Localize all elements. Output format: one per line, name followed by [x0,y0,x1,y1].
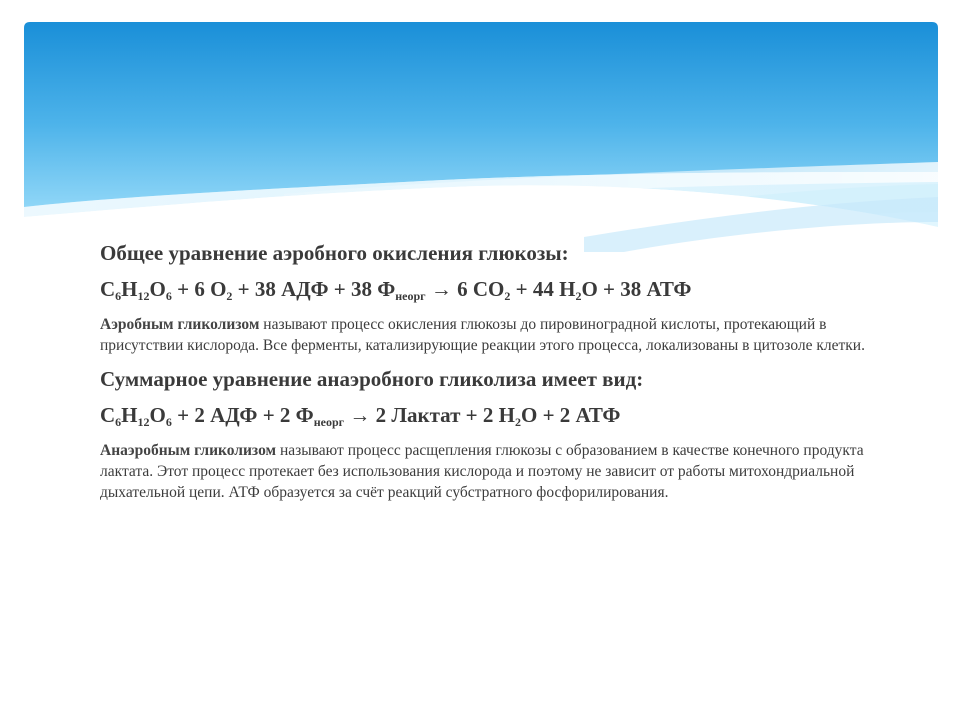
header-wave-banner [24,22,938,252]
aerobic-equation: $C_6H_{12}O_6 + 6$ $O_2 + 38$ АДФ + 38 $Ф_{неорг} \to 6$ $CO_2 + 44$ $H_2O + 38$ АТФ [100,277,692,303]
anaerobic-definition [100,440,870,503]
anaerobic-term: Анаэробным гликолизом [100,442,277,459]
aerobic-heading: Общее уравнение аэробного окисления глюкозы: [100,241,569,265]
aerobic-term: Аэробным гликолизом [100,316,260,333]
anaerobic-heading: Суммарное уравнение анаэробного гликолиза имеет вид: [100,367,644,391]
slide-content [100,240,870,513]
aerobic-definition [100,314,870,356]
anaerobic-definition-text: называют процесс расщепления глюкозы с образованием в качестве конечного продукта лактата. Этот процесс протекает без использования кислорода и поэтому не зависит от работы митохондриальной дыхательной цепи. АТФ образуется за счёт реакций субстратного фосфорилирования. [100,442,864,501]
anaerobic-equation: $C_6H_{12}O_6 + 2$ АДФ + 2 $Ф_{неорг} \to 2$ Лактат + 2 $H_2O + 2$ АТФ [100,403,621,429]
aerobic-definition-text: называют процесс окисления глюкозы до пировиноградной кислоты, протекающий в присутствии кислорода. Все ферменты, катализирующие реакции этого процесса, локализованы в цитозоле клетки. [100,316,865,354]
